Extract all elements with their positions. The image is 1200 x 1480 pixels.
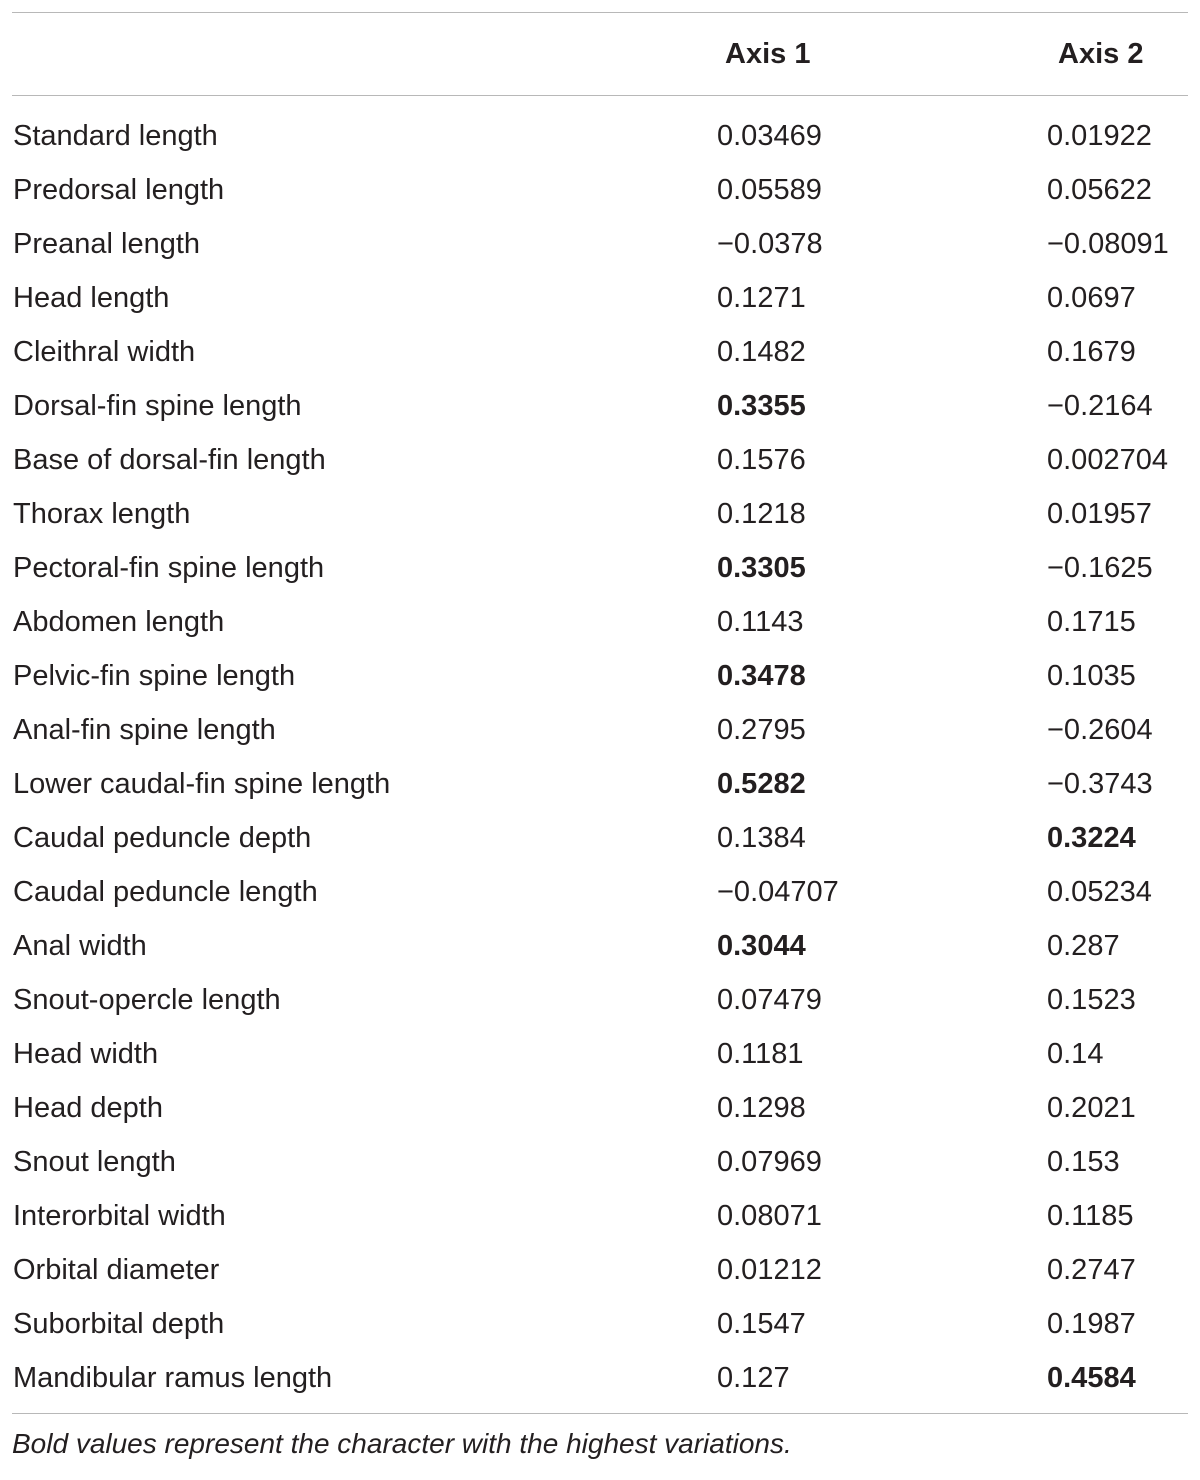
row-axis-1-value: −0.0378 bbox=[717, 227, 823, 260]
row-character-name: Orbital diameter bbox=[13, 1253, 220, 1286]
row-character-name: Predorsal length bbox=[13, 173, 225, 206]
row-axis-1-value: 0.3478 bbox=[717, 659, 806, 692]
table-row bbox=[12, 433, 1188, 487]
row-axis-1-value: 0.3355 bbox=[717, 389, 806, 422]
row-axis-2-value: 0.01957 bbox=[1047, 497, 1152, 530]
row-character-name: Standard length bbox=[13, 119, 218, 152]
table-row bbox=[12, 595, 1188, 649]
row-character-name: Cleithral width bbox=[13, 335, 196, 368]
row-axis-1-value: 0.07969 bbox=[717, 1145, 822, 1178]
row-character-name: Pectoral-fin spine length bbox=[13, 551, 325, 584]
row-axis-1-value: 0.5282 bbox=[717, 767, 806, 800]
row-axis-2-value: −0.2604 bbox=[1047, 713, 1153, 746]
table-row bbox=[12, 811, 1188, 865]
row-axis-1-value: 0.1181 bbox=[717, 1037, 804, 1070]
row-axis-2-value: 0.2747 bbox=[1047, 1253, 1136, 1286]
row-axis-2-value: 0.1523 bbox=[1047, 983, 1136, 1016]
header-axis-1: Axis 1 bbox=[725, 37, 811, 70]
row-axis-1-value: 0.1576 bbox=[717, 443, 806, 476]
row-axis-2-value: −0.1625 bbox=[1047, 551, 1153, 584]
row-axis-1-value: 0.3305 bbox=[717, 551, 806, 584]
row-axis-1-value: 0.1218 bbox=[717, 497, 806, 530]
row-axis-2-value: 0.05622 bbox=[1047, 173, 1152, 206]
table-row bbox=[12, 865, 1188, 919]
row-axis-1-value: 0.05589 bbox=[717, 173, 822, 206]
row-character-name: Head length bbox=[13, 281, 170, 314]
row-axis-2-value: −0.2164 bbox=[1047, 389, 1153, 422]
table-row bbox=[12, 1081, 1188, 1135]
row-axis-2-value: 0.01922 bbox=[1047, 119, 1152, 152]
row-axis-1-value: 0.1271 bbox=[717, 281, 806, 314]
row-axis-1-value: 0.1384 bbox=[717, 821, 806, 854]
row-character-name: Preanal length bbox=[13, 227, 201, 260]
table-row bbox=[12, 271, 1188, 325]
row-character-name: Snout-opercle length bbox=[13, 983, 281, 1016]
row-character-name: Base of dorsal-fin length bbox=[13, 443, 326, 476]
row-axis-2-value: 0.2021 bbox=[1047, 1091, 1136, 1124]
table-row bbox=[12, 757, 1188, 811]
row-axis-2-value: 0.1715 bbox=[1047, 605, 1136, 638]
row-character-name: Snout length bbox=[13, 1145, 176, 1178]
row-character-name: Abdomen length bbox=[13, 605, 225, 638]
row-character-name: Thorax length bbox=[13, 497, 191, 530]
row-axis-1-value: 0.1482 bbox=[717, 335, 806, 368]
table-row bbox=[12, 1135, 1188, 1189]
row-axis-2-value: 0.3224 bbox=[1047, 821, 1136, 854]
row-axis-2-value: 0.002704 bbox=[1047, 443, 1168, 476]
table-header bbox=[12, 13, 1188, 95]
table-row bbox=[12, 1351, 1188, 1405]
row-axis-2-value: 0.1987 bbox=[1047, 1307, 1136, 1340]
row-axis-1-value: 0.2795 bbox=[717, 713, 806, 746]
row-axis-2-value: 0.0697 bbox=[1047, 281, 1136, 314]
table-row bbox=[12, 649, 1188, 703]
table-row bbox=[12, 1189, 1188, 1243]
row-character-name: Head width bbox=[13, 1037, 159, 1070]
row-axis-2-value: 0.1035 bbox=[1047, 659, 1136, 692]
row-axis-1-value: 0.3044 bbox=[717, 929, 806, 962]
table-row bbox=[12, 163, 1188, 217]
row-character-name: Pelvic-fin spine length bbox=[13, 659, 296, 692]
table-row bbox=[12, 1297, 1188, 1351]
row-character-name: Caudal peduncle length bbox=[13, 875, 318, 908]
row-character-name: Dorsal-fin spine length bbox=[13, 389, 302, 422]
row-axis-1-value: 0.01212 bbox=[717, 1253, 822, 1286]
row-axis-2-value: 0.1185 bbox=[1047, 1199, 1134, 1232]
header-axis-2: Axis 2 bbox=[1058, 37, 1144, 70]
row-character-name: Lower caudal-fin spine length bbox=[13, 767, 391, 800]
row-axis-1-value: 0.1143 bbox=[717, 605, 804, 638]
row-axis-1-value: 0.08071 bbox=[717, 1199, 822, 1232]
row-axis-1-value: 0.1547 bbox=[717, 1307, 806, 1340]
table-footnote: Bold values represent the character with the highest variations. bbox=[12, 1428, 792, 1459]
row-axis-1-value: 0.03469 bbox=[717, 119, 822, 152]
row-axis-2-value: 0.287 bbox=[1047, 929, 1120, 962]
row-axis-2-value: 0.14 bbox=[1047, 1037, 1104, 1070]
table-row bbox=[12, 703, 1188, 757]
table-row bbox=[12, 919, 1188, 973]
table-row bbox=[12, 487, 1188, 541]
row-axis-1-value: −0.04707 bbox=[717, 875, 839, 908]
row-character-name: Mandibular ramus length bbox=[13, 1361, 333, 1394]
table-row bbox=[12, 109, 1188, 163]
row-axis-2-value: 0.153 bbox=[1047, 1145, 1120, 1178]
row-character-name: Anal width bbox=[13, 929, 147, 962]
row-axis-1-value: 0.07479 bbox=[717, 983, 822, 1016]
row-character-name: Interorbital width bbox=[13, 1199, 226, 1232]
table-row bbox=[12, 973, 1188, 1027]
table-row bbox=[12, 1027, 1188, 1081]
table-row bbox=[12, 379, 1188, 433]
row-character-name: Suborbital depth bbox=[13, 1307, 225, 1340]
data-table bbox=[12, 12, 1188, 1460]
table-row bbox=[12, 541, 1188, 595]
row-axis-1-value: 0.127 bbox=[717, 1361, 790, 1394]
table-row bbox=[12, 1243, 1188, 1297]
row-axis-2-value: 0.05234 bbox=[1047, 875, 1152, 908]
table-body bbox=[12, 96, 1188, 1413]
table-row bbox=[12, 325, 1188, 379]
row-character-name: Anal-fin spine length bbox=[13, 713, 276, 746]
row-character-name: Head depth bbox=[13, 1091, 163, 1124]
row-character-name: Caudal peduncle depth bbox=[13, 821, 312, 854]
row-axis-2-value: −0.3743 bbox=[1047, 767, 1153, 800]
row-axis-2-value: −0.08091 bbox=[1047, 227, 1169, 260]
row-axis-2-value: 0.4584 bbox=[1047, 1361, 1136, 1394]
row-axis-2-value: 0.1679 bbox=[1047, 335, 1136, 368]
table-row bbox=[12, 217, 1188, 271]
row-axis-1-value: 0.1298 bbox=[717, 1091, 806, 1124]
